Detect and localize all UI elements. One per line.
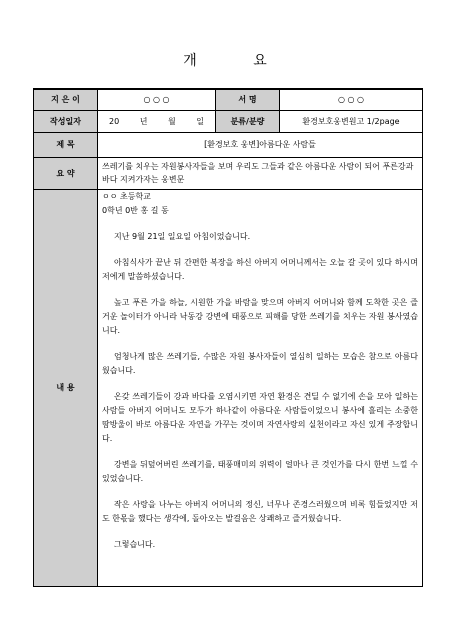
student-name: 0학년 0반 홍 길 동 (102, 205, 169, 215)
paragraph: 작은 사랑을 나누는 아버지 어머니의 정신, 너무나 존경스러웠으며 비록 힘들었지만 저도 한몫을 했다는 생각에, 돌아오는 발걸음은 상쾌하고 즐거웠습니다. (102, 499, 418, 523)
school-name: ㅇㅇ 초등학교 (102, 191, 151, 201)
sign-label: 서 명 (216, 89, 280, 110)
paragraph: 그렇습니다. (114, 539, 156, 549)
sign-value: ○ ○ ○ (280, 89, 423, 110)
category-label: 분류/분량 (216, 110, 280, 132)
paragraph: 강변을 뒤덮어버린 쓰레기를, 태풍매미의 위력이 얼마나 큰 것인가를 다시 한번 느낄 수 있었습니다. (102, 459, 418, 483)
overview-form-table (33, 88, 423, 587)
author-label: 지 은 이 (34, 89, 98, 110)
paragraph: 높고 푸른 가을 하늘, 시원한 가을 바람을 맞으며 아버지 어머니와 함께 도착한 곳은 즐거운 놀이터가 아니라 낙동강 강변에 태풍으로 피해를 당한 쓰레기를 치우는 자원 봉사였습니다. (102, 297, 418, 335)
paragraph: 아침식사가 끝난 뒤 간편한 복장을 하신 아버지 어머니께서는 오늘 갈 곳이 있다 하시며 저에게 말씀하셨습니다. (102, 257, 418, 281)
paragraph: 엄청나게 많은 쓰레기들, 수많은 자원 봉사자들이 열심히 일하는 모습은 참으로 아름다웠습니다. (102, 351, 418, 375)
content-body (98, 189, 423, 586)
summary-row (34, 157, 423, 189)
content-label: 내 용 (34, 189, 98, 586)
summary-value: 쓰레기를 치우는 자원봉사자들을 보며 우리도 그들과 같은 아름다운 사람이 되어 푸른강과 바다 지켜가자는 웅변문 (98, 157, 423, 189)
date-value: 20 년 월 일 (98, 110, 216, 132)
author-row (34, 89, 423, 110)
paragraph: 온갖 쓰레기들이 강과 바다를 오염시키면 자연 환경은 견딜 수 없기에 손을 모아 일하는 사람들 아버지 어머니도 모두가 하나같이 아름다운 사람들이었으니 봉사에 흘리는 소중한 땀방울이 바로 아름다운 자연을 가꾸는 것이며 자연사랑의 실천이라고 자신 있게 주장합니다. (102, 391, 418, 443)
author-value: ○ ○ ○ (98, 89, 216, 110)
page-title: 개 요 (183, 53, 293, 69)
subject-row (34, 132, 423, 157)
date-row (34, 110, 423, 132)
paragraph: 지난 9월 21일 일요일 아침이었습니다. (114, 231, 251, 241)
subject-label: 제 목 (34, 132, 98, 157)
content-row (34, 189, 423, 586)
subject-value: [환경보호 웅변]아름다운 사람들 (98, 132, 423, 157)
category-value: 환경보호웅변원고 1/2page (280, 110, 423, 132)
date-label: 작성일자 (34, 110, 98, 132)
summary-label: 요 약 (34, 157, 98, 189)
